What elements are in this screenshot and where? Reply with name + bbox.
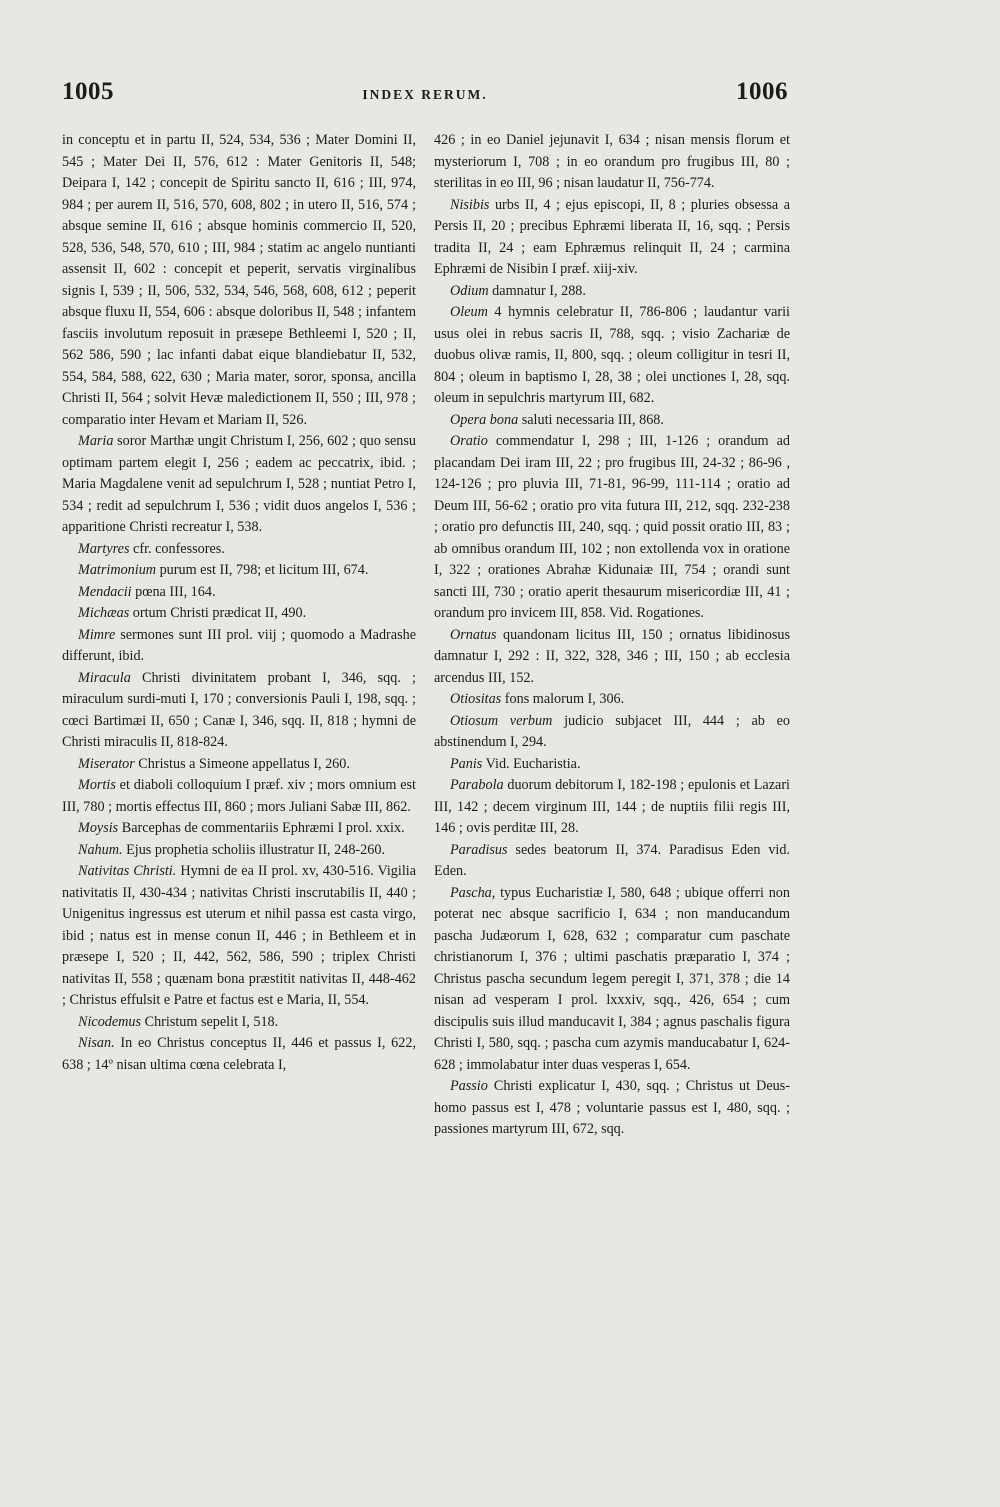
index-entry-text: Ejus prophetia scholiis illustratur II, 248-260. xyxy=(122,841,385,858)
index-headword: Matrimonium xyxy=(78,562,157,578)
index-entry xyxy=(434,883,790,1077)
left-column xyxy=(62,130,416,1076)
left-page-number: 1005 xyxy=(62,78,114,105)
index-headword: Martyres xyxy=(78,540,130,557)
index-headword: Nisibis xyxy=(450,196,490,213)
index-headword: Moysis xyxy=(78,820,119,836)
index-entry xyxy=(434,431,790,625)
index-entry-text: 426 ; in eo Daniel jejunavit I, 634 ; nisan mensis florum et mysteriorum I, 708 ; in eo orandum pro frugibus III, 80 ; sterilitas in eo III, 96 ; nisan laudatur II, 756-774. xyxy=(434,132,790,191)
index-entry xyxy=(62,1033,416,1076)
index-entry xyxy=(434,711,790,754)
index-headword: Oleum xyxy=(450,304,488,320)
index-entry xyxy=(434,754,790,776)
index-headword: Michæas xyxy=(78,605,130,621)
index-entry-text: ortum Christi prædicat II, 490. xyxy=(129,605,307,621)
index-entry-text: urbs II, 4 ; ejus episcopi, II, 8 ; pluries obsessa a Persis II, 20 ; precibus Ephræmi liberata II, 16, sqq. ; Persis tradita II, 24 ; eam Ephræmus relinquit II, 24 ; carmina Ephræmi de Nisibin I præf. xiij-xiv. xyxy=(434,196,790,277)
index-headword: Parabola xyxy=(450,777,504,793)
index-entry-text: Christi explicatur I, 430, sqq. ; Christus ut Deus-homo passus est I, 478 ; voluntarie passus est I, 480, sqq. ; passiones martyrum III, 672, sqq. xyxy=(434,1078,790,1137)
index-entry-text: typus Eucharistiæ I, 580, 648 ; ubique offerri non poterat nec absque sacrificio I, 634 ; non manducandum pascha Judæorum I, 628, 632 ; comparatur cum paschate christianorum I, 376 ; ultimi paschatis præparatio I, 374 ; Christus pascha secundum legem peregit I, 371, 378 ; die 14 nisan ad vesperam I prol. lxxxiv, sqq., 426, 654 ; cum discipulis suis illud manducavit I, 384 ; agnus paschalis figura Christi I, 580, sqq. ; pascha cum azymis manducabatur I, 624-628 ; immolabatur inter duas vesperas I, 654. xyxy=(434,884,790,1073)
index-entry xyxy=(434,302,790,410)
index-headword: Maria xyxy=(78,433,114,449)
index-entry-text: Vid. Eucharistia. xyxy=(482,755,581,772)
index-headword: Panis xyxy=(450,755,483,772)
index-entry xyxy=(434,689,790,711)
index-entry xyxy=(434,130,790,195)
index-entry-text: Barcephas de commentariis Ephræmi I prol. xxix. xyxy=(118,820,405,836)
index-entry xyxy=(434,625,790,690)
index-entry-text: cfr. confessores. xyxy=(129,540,225,557)
index-entry-text: pœna III, 164. xyxy=(131,583,216,600)
index-entry-text: 4 hymnis celebratur II, 786-806 ; laudantur varii usus olei in rebus sacris II, 788, sqq. ; visio Zachariæ de duobus olivæ ramis, II, 800, sqq. ; oleum colligitur in tesri II, 804 ; oleum in baptismo I, 28, 38 ; olei unctiones I, 28, sqq. oleum in sepulchris martyrum III, 682. xyxy=(434,304,790,406)
index-entry-text: Christus a Simeone appellatus I, 260. xyxy=(134,755,350,772)
index-entry xyxy=(62,818,416,840)
index-entry-text: In eo Christus conceptus II, 446 et passus I, 622, 638 ; 14º nisan ultima cœna celebrata I, xyxy=(62,1035,416,1073)
index-headword: Nahum. xyxy=(78,841,123,858)
index-entry-text: damnatur I, 288. xyxy=(488,282,586,299)
index-headword: Passio xyxy=(450,1078,488,1094)
index-headword: Mortis xyxy=(78,777,116,793)
right-column xyxy=(434,130,790,1141)
index-headword: Otiosum verbum xyxy=(450,712,553,729)
index-headword: Mendacii xyxy=(78,583,132,600)
index-headword: Paradisus xyxy=(450,841,508,858)
index-entry xyxy=(62,775,416,818)
index-entry-text: quandonam licitus III, 150 ; ornatus libidinosus damnatur I, 292 : II, 322, 328, 346 ; III, 150 ; ab ecclesia arcendus III, 152. xyxy=(434,626,790,686)
index-entry-text: saluti necessaria III, 868. xyxy=(518,411,664,428)
index-entry-text: fons malorum I, 306. xyxy=(501,691,625,707)
index-entry-text: et diaboli colloquium I præf. xiv ; mors omnium est III, 780 ; mortis effectus III, 860 ; mors Juliani Sabæ III, 862. xyxy=(62,777,416,815)
index-entry xyxy=(62,603,416,625)
index-entry xyxy=(62,1012,416,1034)
running-header xyxy=(62,78,788,118)
index-entry-text: duorum debitorum I, 182-198 ; epulonis et Lazari III, 142 ; decem virginum III, 144 ; de nuptiis filii regis III, 146 ; ovis perditæ III, 28. xyxy=(434,777,790,836)
index-entry-text: soror Marthæ ungit Christum I, 256, 602 ; quo sensu optimam partem elegit I, 256 ; eadem ac peccatrix, ibid. ; Maria Magdalene venit ad sepulchrum I, 528 ; nuntiat Petro I, 534 ; redit ad sepulchrum I, 536 ; vidit duos angelos I, 536 ; apparitione Christi recreatur I, 538. xyxy=(62,433,416,535)
index-headword: Oratio xyxy=(450,433,488,449)
index-entry xyxy=(434,281,790,303)
index-headword: Mimre xyxy=(78,626,116,643)
index-headword: Miserator xyxy=(78,755,135,772)
index-entry xyxy=(434,1076,790,1141)
index-entry-text: commendatur I, 298 ; III, 1-126 ; orandum ad placandam Dei iram III, 22 ; pro frugibus III, 24-32 ; 86-96 , 124-126 ; pro pluvia III, 71-81, 96-99, 111-114 ; oratio ad Deum III, 56-62 ; oratio pro vita futura III, 212, sqq. 232-238 ; oratio pro defunctis III, 240, sqq. ; quid possit oratio III, 83 ; ab omnibus orandum III, 102 ; non extollenda vox in oratione I, 322 ; orationes Abrahæ Kidunaiæ III, 754 ; orandi sunt sancti III, 730 ; oratio aperit thesaurum misericordiæ III, 41 ; orandum pro invicem III, 858. Vid. Rogationes. xyxy=(434,433,790,621)
index-entry xyxy=(62,582,416,604)
index-entry-text: Hymni de ea II prol. xv, 430-516. Vigilia nativitatis II, 430-434 ; nativitas Christi inscrutabilis II, 440 ; Unigenitus ingressus est uterum et nihil passa est casta virgo, ibid ; natus est in mense conun II, 446 ; in Bethleem et in præsepe I, 520 ; II, 442, 562, 586, 590 ; triplex Christi nativitas II, 558 ; quænam bona præstitit nativitas II, 448-462 ; Christus effulsit e Patre et factus est e Maria, II, 554. xyxy=(62,863,416,1008)
index-headword: Opera bona xyxy=(450,411,519,428)
index-headword: Nisan. xyxy=(78,1035,115,1051)
index-entry xyxy=(434,775,790,840)
index-entry xyxy=(62,130,416,431)
index-entry xyxy=(62,625,416,668)
index-entry xyxy=(434,195,790,281)
index-headword: Ornatus xyxy=(450,626,497,643)
index-entry xyxy=(62,754,416,776)
index-entry xyxy=(62,431,416,539)
index-entry xyxy=(434,410,790,432)
index-entry xyxy=(62,840,416,862)
index-entry xyxy=(62,560,416,582)
index-entry-text: judicio subjacet III, 444 ; ab eo abstinendum I, 294. xyxy=(434,712,790,750)
index-headword: Pascha, xyxy=(450,884,496,901)
index-entry-text: Christum sepelit I, 518. xyxy=(141,1013,279,1030)
index-headword: Odium xyxy=(450,282,489,299)
index-entry-text: in conceptu et in partu II, 524, 534, 536 ; Mater Domini II, 545 ; Mater Dei II, 576, 612 : Mater Genitoris II, 548; Deipara I, 142 ; concepit de Spiritu sancto II, 616 ; III, 974, 984 ; per aurem II, 516, 570, 608, 802 ; in utero II, 516, 574 ; absque semine II, 616 ; absque hominis commercio II, 520, 528, 536, 548, 570, 610 ; III, 984 ; statim ac angelo nuntianti assensit II, 602 : concepit et peperit, servatis virginalibus signis I, 539 ; II, 506, 532, 534, 546, 568, 608, 612 ; peperit absque fluxu II, 554, 606 : absque doloribus II, 548 ; infantem fasciis involutum reposuit in præsepe Bethleemi I, 520 ; II, 562 586, 590 ; lac infanti dabat eique blandiebatur II, 532, 554, 584, 588, 622, 630 ; Maria mater, soror, sponsa, ancilla Christi II, 564 ; solvit Hevæ maledictionem II, 550 ; III, 978 ; comparatio inter Hevam et Mariam II, 526. xyxy=(62,132,416,428)
right-page-number: 1006 xyxy=(736,78,788,105)
running-title: INDEX RERUM. xyxy=(362,87,488,102)
index-headword: Nativitas Christi. xyxy=(78,863,177,879)
index-entry-text: Christi divinitatem probant I, 346, sqq. ; miraculum surdi-muti I, 170 ; conversionis Pauli I, 198, sqq. ; cœci Bartimæi II, 650 ; Canæ I, 346, sqq. II, 818 ; hymni de Christi miraculis II, 818-824. xyxy=(62,669,416,750)
index-headword: Nicodemus xyxy=(78,1013,142,1030)
index-headword: Otiositas xyxy=(450,691,502,707)
index-entry-text: sedes beatorum II, 374. Paradisus Eden vid. Eden. xyxy=(434,841,790,879)
index-entry-text: sermones sunt III prol. viij ; quomodo a Madrashe differunt, ibid. xyxy=(62,626,416,664)
index-entry-text: purum est II, 798; et licitum III, 674. xyxy=(156,562,369,578)
index-entry xyxy=(62,668,416,754)
index-entry xyxy=(62,539,416,561)
index-headword: Miracula xyxy=(78,669,131,686)
index-entry xyxy=(62,861,416,1012)
index-entry xyxy=(434,840,790,883)
